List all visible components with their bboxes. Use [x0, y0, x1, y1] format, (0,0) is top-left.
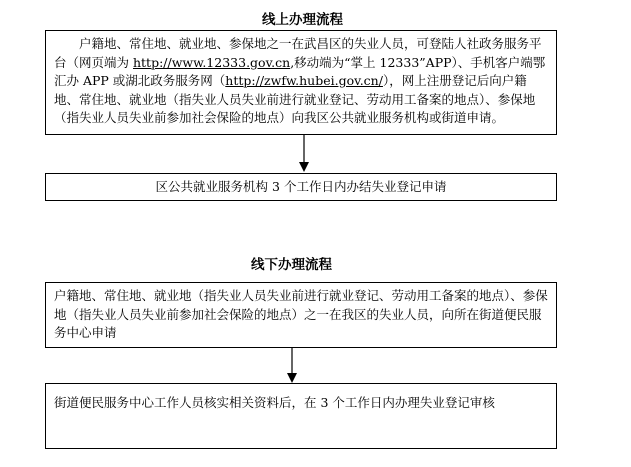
online-arrow-1	[297, 135, 311, 173]
offline-flow-title: 线下办理流程	[251, 257, 332, 273]
online-step2-text: 区公共就业服务机构 3 个工作日内办结失业登记申请	[155, 179, 447, 194]
online-link-12333[interactable]: http://www.12333.gov.cn	[132, 54, 291, 70]
offline-step2-box	[45, 383, 557, 449]
offline-step2-text: 街道便民服务中心工作人员核实相关资料后，在 3 个工作日内办理失业登记审核	[54, 395, 495, 410]
online-step2-box	[45, 173, 557, 201]
offline-step1-text: 户籍地、常住地、就业地（指失业人员失业前进行就业登记、劳动用工备案的地点）、参保地（指失业人员失业前参加社会保险的地点）之一在我区的失业人员，向所在街道便民服务中心申请	[54, 288, 548, 340]
offline-step1-box	[45, 282, 557, 348]
online-flow-title: 线上办理流程	[262, 12, 343, 28]
online-step1-box	[45, 30, 557, 135]
online-step1-text: 户籍地、常住地、就业地、参保地之一在武昌区的失业人员，可登陆人社政务服务平台（网页端为 http://www.12333.gov.cn,移动端为“掌上 12333”APP）、手机客户端鄂汇办 APP 或湖北政务服务网（http://zwfw.hubei.gov.cn/），网上注册登记后向户籍地、常住地、就业地（指失业人员失业前进行就业登记、劳动用工备案的地点）、参保地（指失业人员失业前参加社会保险的地点）向我区公共就业服务机构或街道申请。	[54, 36, 546, 125]
offline-arrow-1	[285, 348, 299, 384]
online-link-hubei[interactable]: http://zwfw.hubei.gov.cn/	[225, 73, 383, 88]
